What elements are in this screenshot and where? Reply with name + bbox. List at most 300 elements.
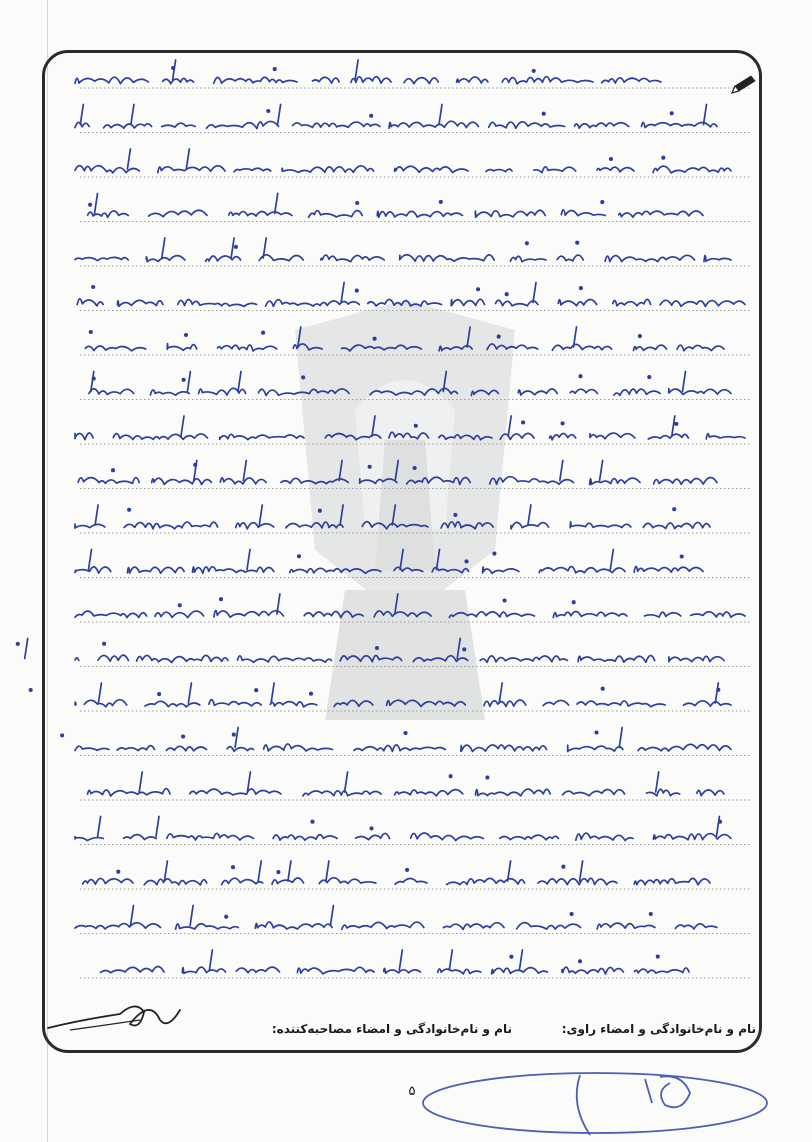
handwritten-dot — [526, 242, 528, 244]
handwritten-word — [480, 656, 567, 662]
handwritten-word — [124, 522, 218, 529]
handwritten-dot — [311, 821, 313, 823]
handwritten-word — [534, 167, 576, 173]
handwritten-stroke — [25, 639, 28, 659]
handwritten-word — [207, 121, 279, 128]
handwritten-word — [255, 922, 332, 929]
handwritten-word — [193, 567, 274, 573]
handwritten-dot — [356, 202, 358, 204]
handwritten-dot — [404, 732, 406, 734]
handwritten-word — [146, 256, 185, 262]
interviewee-signature-label: نام و نام‌خانوادگی و امضاء راوی: — [561, 1022, 756, 1036]
handwritten-dot — [503, 599, 505, 601]
handwritten-word — [395, 790, 463, 796]
handwritten-dot — [182, 735, 184, 737]
handwritten-word — [578, 655, 655, 662]
handwritten-word — [635, 968, 690, 973]
handwritten-word — [163, 78, 194, 83]
handwritten-word — [354, 745, 445, 752]
handwritten-word — [489, 122, 565, 128]
handwritten-word — [75, 433, 93, 440]
handwritten-stroke — [190, 906, 193, 926]
handwritten-word — [500, 835, 559, 840]
handwritten-dot — [648, 376, 650, 378]
handwritten-dot — [650, 913, 652, 915]
handwritten-word — [227, 747, 253, 752]
handwritten-word — [487, 344, 538, 350]
handwritten-word — [150, 390, 189, 395]
handwritten-word — [229, 212, 292, 217]
handwritten-word — [483, 567, 519, 573]
handwritten-word — [214, 77, 297, 83]
handwritten-dot — [639, 335, 641, 337]
handwritten-stroke — [89, 550, 92, 570]
handwritten-stroke — [467, 327, 470, 347]
interviewer-signature-label: نام و نام‌خانوادگی و امضاء مصاحبه‌کننده: — [271, 1022, 512, 1036]
handwritten-stroke — [683, 372, 686, 392]
handwritten-word — [220, 434, 304, 439]
handwritten-word — [342, 922, 424, 929]
handwritten-word — [384, 968, 421, 973]
handwritten-word — [88, 789, 170, 796]
handwritten-dot — [671, 112, 673, 114]
handwritten-word — [634, 878, 710, 884]
handwritten-word — [313, 77, 340, 83]
handwritten-word — [334, 700, 373, 706]
handwritten-word — [706, 434, 745, 439]
handwritten-dot — [463, 648, 465, 650]
handwritten-word — [394, 567, 423, 571]
handwritten-word — [486, 169, 512, 172]
handwritten-word — [669, 389, 731, 395]
handwritten-word — [75, 837, 103, 841]
handwritten-stroke — [247, 550, 250, 570]
handwritten-dot — [233, 733, 235, 735]
handwritten-dot — [673, 508, 675, 510]
handwritten-word — [439, 435, 492, 440]
handwritten-stroke — [209, 950, 212, 970]
handwritten-word — [395, 878, 427, 884]
handwritten-word — [648, 434, 688, 439]
handwritten-word — [368, 299, 442, 306]
handwritten-dot — [576, 242, 578, 244]
handwritten-word — [270, 702, 317, 707]
handwritten-stroke — [449, 950, 452, 970]
handwritten-word — [413, 656, 468, 662]
handwritten-word — [117, 746, 154, 751]
handwritten-dot — [298, 555, 300, 557]
handwritten-stroke — [188, 683, 191, 703]
handwritten-stroke — [619, 728, 622, 748]
handwritten-word — [362, 522, 428, 529]
handwritten-word — [75, 524, 105, 528]
handwritten-word — [677, 345, 724, 351]
handwritten-word — [158, 166, 225, 173]
handwritten-stroke — [345, 772, 348, 792]
handwritten-word — [645, 612, 681, 617]
handwritten-stroke — [139, 772, 142, 792]
handwritten-dot — [369, 466, 371, 468]
handwritten-stroke — [528, 505, 531, 525]
handwritten-word — [214, 611, 284, 618]
handwritten-word — [85, 346, 146, 351]
handwritten-word — [576, 833, 633, 840]
handwritten-stroke — [395, 461, 398, 481]
handwritten-stroke — [340, 505, 343, 525]
handwritten-dot — [376, 647, 378, 649]
handwritten-word — [75, 122, 89, 127]
handwritten-stroke — [98, 817, 101, 837]
handwritten-dot — [657, 955, 659, 957]
handwritten-word — [577, 701, 665, 707]
handwritten-word — [84, 700, 126, 707]
handwritten-word — [614, 389, 660, 395]
handwritten-stroke — [235, 728, 238, 748]
handwritten-word — [162, 123, 196, 127]
handwritten-word — [647, 789, 680, 796]
handwritten-word — [704, 255, 731, 261]
handwritten-word — [190, 789, 281, 795]
handwritten-dot — [413, 467, 415, 469]
handwritten-stroke — [330, 906, 333, 926]
handwritten-dot — [610, 158, 612, 160]
handwritten-stroke — [716, 817, 719, 837]
handwritten-stroke — [186, 149, 189, 169]
handwritten-stroke — [238, 372, 241, 392]
handwritten-word — [387, 700, 466, 706]
handwritten-word — [75, 166, 139, 173]
handwritten-word — [605, 255, 695, 261]
handwritten-dot — [510, 956, 512, 958]
handwritten-word — [575, 123, 629, 128]
handwritten-word — [167, 344, 196, 351]
handwritten-dot — [579, 960, 581, 962]
handwritten-word — [155, 611, 204, 618]
handwritten-word — [510, 256, 546, 261]
handwritten-dot — [30, 689, 32, 691]
handwritten-dot — [61, 734, 63, 736]
handwritten-word — [178, 300, 257, 307]
handwritten-word — [552, 344, 611, 350]
handwritten-word — [471, 390, 498, 395]
handwritten-word — [176, 924, 239, 930]
handwritten-word — [634, 567, 703, 573]
handwritten-word — [389, 432, 429, 439]
handwritten-word — [404, 78, 438, 84]
handwritten-word — [558, 299, 596, 305]
handwritten-dot — [185, 334, 187, 336]
handwritten-word — [293, 122, 380, 127]
handwritten-stroke — [437, 550, 440, 570]
handwritten-dot — [319, 510, 321, 512]
handwritten-stroke — [392, 505, 395, 525]
page-number: ۵ — [408, 1084, 416, 1099]
handwritten-word — [128, 567, 185, 573]
handwritten-word — [264, 744, 333, 751]
handwritten-word — [360, 479, 397, 484]
handwritten-word — [395, 166, 469, 172]
handwritten-word — [319, 878, 376, 884]
handwritten-word — [602, 78, 661, 83]
handwritten-word — [351, 77, 391, 84]
handwritten-stroke — [560, 461, 563, 481]
handwritten-word — [297, 967, 374, 974]
handwritten-dot — [158, 693, 160, 695]
handwritten-word — [570, 522, 631, 528]
handwritten-word — [684, 701, 732, 706]
handwritten-dot — [220, 598, 222, 600]
handwritten-stroke — [95, 194, 98, 214]
handwritten-stroke — [271, 683, 274, 703]
handwritten-word — [447, 878, 525, 884]
handwritten-dot — [103, 643, 105, 645]
handwritten-dot — [573, 601, 575, 603]
handwritten-word — [643, 522, 710, 528]
handwritten-word — [654, 477, 717, 484]
handwritten-word — [511, 522, 549, 529]
handwritten-word — [137, 655, 228, 662]
handwritten-stroke — [275, 194, 278, 214]
handwritten-word — [475, 210, 545, 217]
handwritten-word — [290, 568, 381, 573]
interviewer-signature — [40, 990, 190, 1040]
handwritten-word — [484, 700, 526, 706]
handwritten-word — [561, 210, 605, 216]
handwritten-dot — [277, 871, 279, 873]
handwritten-stroke — [243, 461, 246, 481]
handwritten-stroke — [131, 906, 134, 926]
handwritten-word — [411, 833, 484, 840]
handwritten-word — [432, 568, 469, 573]
handwritten-word — [75, 567, 111, 573]
handwritten-dot — [675, 423, 677, 425]
handwritten-word — [502, 77, 593, 84]
handwritten-dot — [415, 425, 417, 427]
handwritten-word — [500, 433, 534, 439]
handwritten-stroke — [656, 772, 659, 792]
handwritten-dot — [486, 776, 488, 778]
handwritten-dot — [493, 552, 495, 554]
handwritten-word — [89, 389, 134, 395]
handwritten-dot — [580, 287, 582, 289]
handwritten-word — [476, 789, 551, 796]
handwritten-dot — [128, 509, 130, 511]
handwritten-word — [281, 478, 349, 483]
handwritten-word — [166, 746, 206, 751]
handwritten-word — [144, 879, 207, 885]
handwritten-word — [234, 168, 271, 172]
handwritten-stroke — [156, 817, 159, 837]
handwritten-word — [266, 300, 360, 307]
handwritten-dot — [449, 775, 451, 777]
handwritten-stroke — [519, 950, 522, 970]
handwritten-word — [167, 833, 254, 840]
handwritten-word — [238, 656, 332, 663]
handwritten-word — [321, 255, 384, 262]
handwritten-word — [303, 791, 381, 796]
handwritten-word — [539, 567, 625, 573]
handwritten-word — [570, 389, 597, 393]
handwritten-word — [78, 478, 139, 484]
handwritten-word — [590, 433, 635, 439]
handwritten-word — [75, 923, 161, 929]
handwritten-word — [222, 878, 263, 884]
handwritten-word — [113, 434, 207, 440]
handwritten-stroke — [341, 283, 344, 303]
handwritten-word — [563, 790, 625, 796]
handwritten-dot — [117, 871, 119, 873]
handwritten-word — [75, 257, 128, 260]
handwritten-stroke — [278, 105, 281, 125]
handwritten-dot — [406, 869, 408, 871]
handwritten-word — [691, 612, 745, 617]
handwritten-word — [638, 744, 731, 751]
handwritten-stroke — [131, 105, 134, 125]
handwritten-word — [75, 611, 147, 618]
pencil-icon — [732, 76, 755, 93]
handwritten-word — [553, 611, 627, 617]
handwritten-word — [642, 122, 718, 127]
handwritten-dot — [522, 421, 524, 423]
handwritten-dot — [232, 866, 234, 868]
handwritten-word — [407, 477, 471, 484]
handwritten-word — [613, 299, 651, 306]
handwritten-dot — [235, 246, 237, 248]
handwritten-word — [449, 612, 534, 618]
handwritten-word — [653, 166, 731, 173]
handwritten-word — [675, 924, 717, 929]
handwritten-word — [75, 746, 109, 750]
handwritten-word — [697, 790, 724, 796]
handwritten-word — [517, 923, 581, 929]
handwritten-dot — [454, 514, 456, 516]
handwritten-word — [496, 300, 538, 306]
handwritten-word — [653, 834, 731, 840]
handwritten-word — [597, 167, 634, 172]
handwritten-dot — [681, 555, 683, 557]
handwritten-word — [457, 77, 488, 83]
handwritten-dot — [595, 731, 597, 733]
handwritten-dot — [440, 201, 442, 203]
handwritten-stroke — [162, 238, 165, 258]
handwritten-stroke — [326, 861, 329, 881]
handwritten-word — [389, 121, 478, 128]
handwritten-word — [400, 255, 494, 262]
handwritten-dot — [533, 70, 535, 72]
handwritten-dot — [225, 916, 227, 918]
handwritten-word — [98, 655, 128, 661]
handwritten-dot — [112, 469, 114, 471]
handwritten-dot — [373, 338, 375, 340]
handwritten-stroke — [395, 594, 398, 614]
handwritten-word — [340, 656, 402, 662]
handwritten-dot — [274, 68, 276, 70]
handwritten-dot — [255, 689, 257, 691]
handwritten-dot — [602, 688, 604, 690]
handwritten-stroke — [127, 149, 130, 169]
handwritten-word — [597, 923, 655, 929]
handwritten-stroke — [372, 416, 375, 436]
handwritten-stroke — [164, 861, 167, 881]
handwritten-word — [236, 967, 279, 973]
handwritten-stroke — [187, 372, 190, 392]
handwritten-dot — [179, 604, 181, 606]
handwritten-word — [438, 969, 481, 974]
handwritten-stroke — [672, 416, 675, 436]
handwritten-stroke — [399, 950, 402, 970]
handwritten-word — [377, 211, 462, 217]
handwritten-stroke — [704, 105, 707, 125]
handwritten-dot — [302, 376, 304, 378]
handwritten-stroke — [580, 861, 583, 881]
handwritten-word — [451, 299, 484, 305]
handwritten-word — [441, 522, 493, 529]
handwritten-word — [304, 611, 363, 617]
handwritten-word — [124, 835, 157, 840]
handwritten-word — [660, 300, 745, 306]
handwritten-dot — [92, 286, 94, 288]
handwritten-word — [145, 701, 200, 707]
handwritten-dot — [370, 115, 372, 117]
handwritten-dot — [90, 331, 92, 333]
handwritten-word — [218, 345, 277, 351]
handwritten-word — [568, 745, 623, 751]
handwritten-dot — [498, 335, 500, 337]
interviewee-signature — [420, 1055, 780, 1142]
handwritten-stroke — [533, 283, 536, 303]
handwritten-dot — [17, 643, 19, 645]
handwritten-stroke — [181, 416, 184, 436]
handwritten-word — [117, 300, 162, 306]
handwritten-dot — [562, 866, 564, 868]
handwritten-dot — [370, 827, 372, 829]
handwritten-word — [518, 389, 557, 395]
handwritten-stroke — [80, 105, 83, 125]
handwritten-stroke — [610, 550, 613, 570]
handwritten-word — [562, 967, 624, 974]
handwritten-word — [443, 923, 504, 930]
handwritten-stroke — [499, 683, 502, 703]
handwritten-word — [543, 700, 569, 705]
handwritten-word — [83, 878, 133, 884]
handwritten-word — [77, 299, 103, 306]
handwritten-stroke — [400, 550, 403, 570]
handwritten-word — [259, 255, 303, 261]
handwritten-stroke — [98, 683, 101, 703]
handwritten-word — [236, 523, 274, 529]
handwritten-dot — [506, 293, 508, 295]
handwritten-word — [538, 878, 617, 884]
handwritten-dot — [561, 422, 563, 424]
handwritten-word — [101, 967, 164, 973]
handwritten-word — [273, 835, 337, 840]
handwritten-word — [374, 611, 431, 617]
handwritten-word — [619, 211, 703, 217]
handwritten-word — [209, 700, 261, 706]
handwritten-word — [550, 434, 576, 440]
handwritten-dot — [662, 157, 664, 159]
handwritten-word — [75, 702, 76, 705]
handwritten-stroke — [95, 505, 98, 525]
handwritten-stroke — [457, 639, 460, 659]
handwritten-word — [149, 210, 208, 216]
handwritten-word — [590, 478, 640, 484]
handwritten-dot — [356, 289, 358, 291]
handwritten-dot — [465, 560, 467, 562]
handwritten-word — [75, 658, 79, 661]
handwritten-stroke — [288, 861, 291, 881]
handwritten-word — [461, 745, 547, 752]
